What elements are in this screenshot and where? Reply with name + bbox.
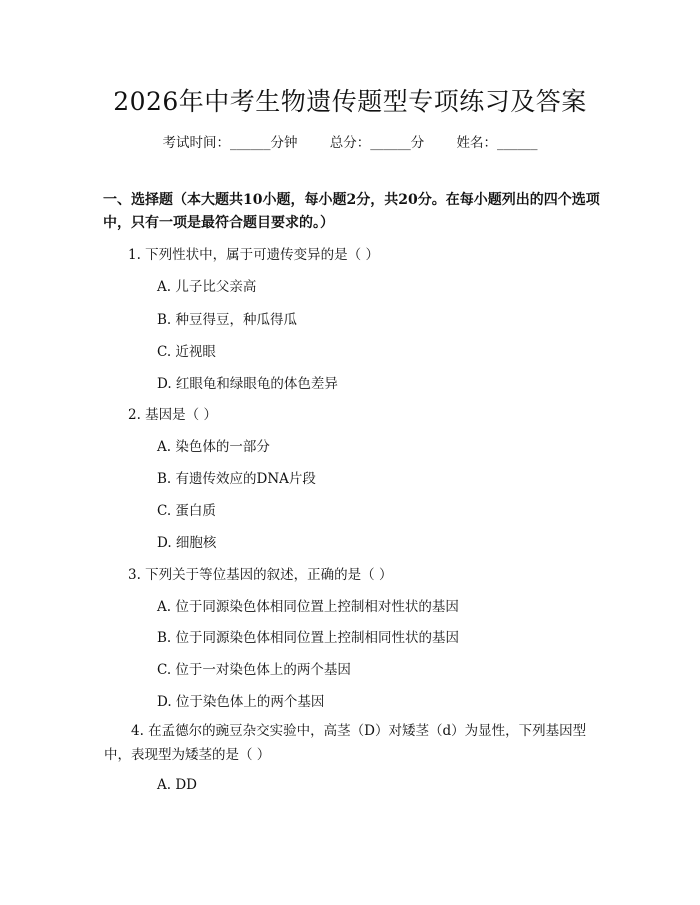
question-3-option-c: C. 位于一对染色体上的两个基因 xyxy=(157,662,351,678)
exam-time-field: 考试时间：______分钟 xyxy=(162,135,298,151)
question-3-option-a: A. 位于同源染色体相同位置上控制相对性状的基因 xyxy=(157,599,459,615)
question-2-option-c: C. 蛋白质 xyxy=(157,503,216,519)
question-1-option-d: D. 红眼龟和绿眼龟的体色差异 xyxy=(157,376,338,392)
question-3-stem: 3. 下列关于等位基因的叙述，正确的是（ ） xyxy=(128,567,393,583)
page-title: 2026年中考生物遗传题型专项练习及答案 xyxy=(113,87,587,116)
question-3-option-b: B. 位于同源染色体相同位置上控制相同性状的基因 xyxy=(157,630,460,646)
question-3-option-d: D. 位于染色体上的两个基因 xyxy=(157,694,325,710)
question-2-option-d: D. 细胞核 xyxy=(157,535,217,551)
question-4-stem: 4. 在孟德尔的豌豆杂交实验中，高茎（D）对矮茎（d）为显性，下列基因型中，表现型为矮茎的是（ ） xyxy=(104,723,587,763)
question-4-option-a: A. DD xyxy=(157,777,197,793)
question-1-option-a: A. 儿子比父亲高 xyxy=(157,279,257,295)
question-2-option-b: B. 有遗传效应的DNA片段 xyxy=(157,471,316,487)
question-1-option-c: C. 近视眼 xyxy=(157,344,216,360)
question-2-stem: 2. 基因是（ ） xyxy=(128,407,217,423)
section-heading: 一、选择题（本大题共10小题，每小题2分，共20分。在每小题列出的四个选项中，只有一项是最符合题目要求的。） xyxy=(103,192,600,231)
question-1-stem: 1. 下列性状中，属于可遗传变异的是（ ） xyxy=(128,247,379,263)
question-1-option-b: B. 种豆得豆，种瓜得瓜 xyxy=(157,312,298,328)
question-2-option-a: A. 染色体的一部分 xyxy=(157,439,270,455)
total-score-field: 总分：______分 xyxy=(329,135,425,151)
name-field: 姓名：______ xyxy=(456,135,538,151)
exam-meta xyxy=(0,131,700,151)
